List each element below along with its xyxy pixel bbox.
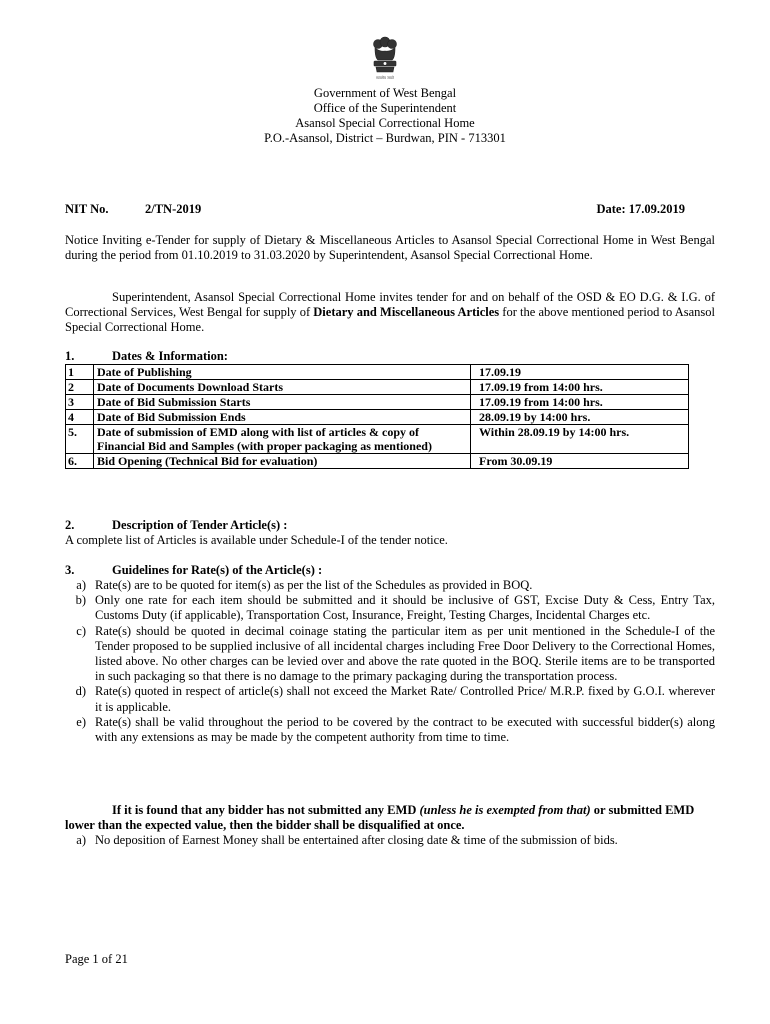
row-item-cell: Date of Bid Submission Starts (94, 395, 471, 410)
list-item-text: No deposition of Earnest Money shall be entertained after closing date & time of the submission of bids. (95, 833, 618, 847)
invitation-text-post: for the above mentioned period to Asansol Special Correctional Home. (65, 305, 715, 335)
list-item-text: Rate(s) quoted in respect of article(s) shall not exceed the Market Rate/ Controlled Price/ M.R.P. fixed by G.O.I. wherever it is applicable. (95, 684, 715, 714)
row-value-cell: 17.09.19 (471, 365, 689, 380)
nit-number: 2/TN-2019 (145, 202, 202, 216)
page-number: Page 1 of 21 (65, 952, 128, 966)
emd-warning (65, 803, 715, 833)
table-row (66, 380, 689, 395)
row-number-cell: 4 (66, 410, 94, 425)
warning-text-italic: (unless he is exempted from that) (419, 803, 591, 817)
table-row (66, 365, 689, 380)
row-number-cell: 5. (66, 425, 94, 454)
row-value-cell: 17.09.19 from 14:00 hrs. (471, 380, 689, 395)
table-row (66, 454, 689, 469)
list-item-label: d) (75, 684, 86, 699)
nit-date: Date: 17.09.2019 (596, 202, 685, 216)
list-item (65, 578, 715, 593)
list-item (65, 833, 715, 848)
header-address: P.O.-Asansol, District – Burdwan, PIN - 713301 (264, 131, 506, 145)
section-number: 2. (65, 518, 75, 532)
row-number-cell: 2 (66, 380, 94, 395)
guidelines-list (65, 578, 715, 745)
list-item (65, 624, 715, 685)
section-2-text: A complete list of Articles is available under Schedule-I of the tender notice. (65, 533, 448, 547)
list-item-label: a) (76, 833, 86, 847)
list-item-label: e) (76, 714, 86, 729)
list-item (65, 715, 715, 745)
header-institution: Asansol Special Correctional Home (295, 116, 475, 130)
list-item-label: b) (75, 593, 86, 608)
section-title: Guidelines for Rate(s) of the Article(s) : (112, 563, 323, 577)
warning-text-pre: If it is found that any bidder has not submitted any EMD (112, 803, 420, 817)
dates-table (65, 364, 689, 469)
section-title: Description of Tender Article(s) : (112, 518, 288, 532)
row-value-cell: 28.09.19 by 14:00 hrs. (471, 410, 689, 425)
row-number-cell: 1 (66, 365, 94, 380)
warning-list (65, 833, 715, 848)
intro-paragraph: Notice Inviting e-Tender for supply of Dietary & Miscellaneous Articles to Asansol Special Correctional Home in West Bengal during the period from 01.10.2019 to 31.03.2020 by Superintendent, Asansol Special Correctional Home. (65, 233, 715, 263)
list-item-text: Rate(s) are to be quoted for item(s) as per the list of the Schedules as provided in BOQ. (95, 578, 533, 592)
nit-row (65, 202, 685, 218)
list-item-label: c) (76, 623, 86, 638)
section-number: 3. (65, 563, 75, 577)
list-item-label: a) (76, 578, 86, 592)
header-government: Government of West Bengal (313, 86, 457, 100)
row-item-cell: Date of Documents Download Starts (94, 380, 471, 395)
table-row (66, 410, 689, 425)
table-row (66, 425, 689, 454)
emblem-motto: सत्यमेव जयते (376, 76, 394, 80)
list-item-text: Rate(s) should be quoted in decimal coinage stating the particular item as per unit mentioned in the Schedule-I of the Tender proposed to be supplied inclusive of all incidental charges including Free Door Delivery to the Correctional Homes, listed above. No other charges can be levied over and above the rate quoted in the BOQ. Sterile items are to be transported in such packaging so that there is no damage to the primary packaging during the transportation process. (95, 623, 715, 684)
row-item-cell: Date of Publishing (94, 365, 471, 380)
table-row (66, 395, 689, 410)
warning-text-post: or submitted EMD lower than the expected value, then the bidder shall be disqualified at once. (65, 803, 695, 833)
nit-label: NIT No. (65, 202, 109, 216)
state-emblem-icon (366, 34, 404, 82)
invitation-paragraph (65, 290, 715, 336)
row-value-cell: From 30.09.19 (471, 454, 689, 469)
list-item (65, 684, 715, 714)
row-item-cell: Date of submission of EMD along with list of articles & copy of Financial Bid and Samples (with proper packaging as mentioned) (94, 425, 471, 454)
list-item-text: Rate(s) shall be valid throughout the period to be covered by the contract to be executed with successful bidder(s) along with any extensions as may be made by the competent authority from time to time. (95, 714, 715, 745)
header-office: Office of the Superintendent (313, 101, 457, 115)
section-number: 1. (65, 349, 75, 363)
row-number-cell: 6. (66, 454, 94, 469)
row-value-cell: Within 28.09.19 by 14:00 hrs. (471, 425, 689, 454)
row-item-cell: Bid Opening (Technical Bid for evaluation) (94, 454, 471, 469)
invitation-text-pre: Superintendent, Asansol Special Correctional Home invites tender for and on behalf of the OSD & EO D.G. & I.G. of Correctional Services, West Bengal for supply of (65, 290, 715, 320)
list-item-text: Only one rate for each item should be submitted and it should be inclusive of GST, Excise Duty & Cess, Entry Tax, Customs Duty (if applicable), Transportation Cost, Insurance, Freight, Testing Charges, Incidental Charges etc. (95, 593, 715, 623)
row-number-cell: 3 (66, 395, 94, 410)
invitation-text-bold: Dietary and Miscellaneous Articles (313, 305, 500, 320)
row-value-cell: 17.09.19 from 14:00 hrs. (471, 395, 689, 410)
office-header (0, 86, 770, 146)
list-item (65, 593, 715, 623)
section-title: Dates & Information: (112, 349, 228, 363)
row-item-cell: Date of Bid Submission Ends (94, 410, 471, 425)
